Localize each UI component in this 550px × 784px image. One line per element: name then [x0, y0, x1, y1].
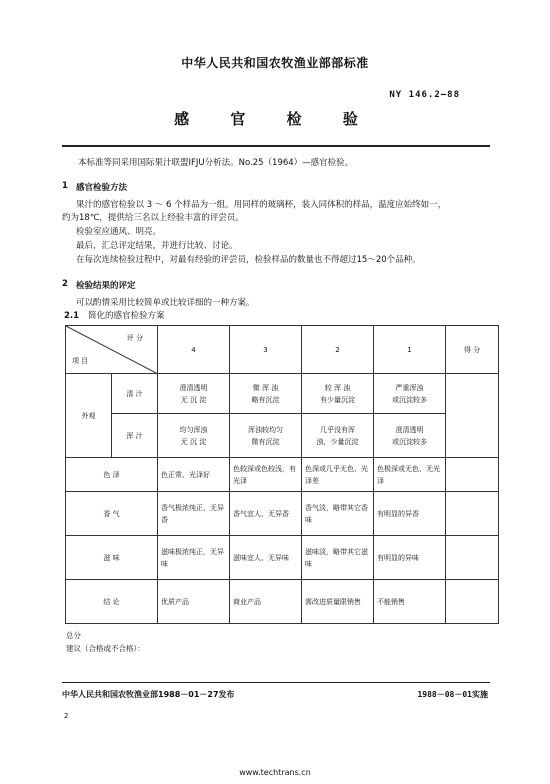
- aroma-score-cell: [446, 492, 499, 536]
- aroma-label: 香 气: [66, 492, 158, 536]
- aroma-score-3: 香气宜人，无异香: [230, 492, 302, 536]
- standard-code: NY 146.2—88: [389, 90, 460, 100]
- section-1-line-1: 果汁的感官检验以 3 ～ 6 个样品为一组。用同样的玻璃杯，装入同体积的样品，温度应始终如一，: [76, 200, 447, 210]
- score-1-header: 1: [374, 326, 446, 374]
- subsection-heading: 简化的感官检验方案: [88, 311, 165, 321]
- taste-score-1: 有明显的异味: [374, 536, 446, 580]
- effective-date: 1988－08－01实施: [417, 690, 488, 699]
- taste-score-2: 滋味淡，略带其它滋味: [302, 536, 374, 580]
- subsection-number: 2.1: [64, 311, 80, 321]
- standard-organization: 中华人民共和国农牧渔业部部标准: [181, 56, 369, 70]
- conclusion-score-2: 需改进质量限销售: [302, 580, 374, 624]
- cloudy-juice-label: 浑 汁: [112, 414, 158, 458]
- aroma-score-4: 香气极浓纯正、无异香: [158, 492, 230, 536]
- appearance-score-cell: [446, 374, 499, 458]
- score-2-header: 2: [302, 326, 374, 374]
- table-row-aroma: [66, 492, 499, 536]
- color-score-4: 色正常、光泽好: [158, 458, 230, 492]
- taste-score-cell: [446, 536, 499, 580]
- score-header-label: 评 分: [126, 334, 143, 342]
- section-2-text: 可以酌情采用比较简单或比较详细的一种方案。: [76, 298, 255, 308]
- table-row-conclusion: [66, 580, 499, 624]
- intro-text: 本标准等同采用国际果汁联盟IFJU分析法。No.25（1964）—感官检验。: [78, 158, 354, 168]
- section-2-number: 2: [62, 279, 68, 289]
- clear-juice-score-3: 微 浑 浊 略有沉淀: [230, 374, 302, 414]
- cloudy-juice-score-1: 澄清透明 或沉淀较多: [374, 414, 446, 458]
- section-2-heading: 检验结果的评定: [76, 281, 136, 291]
- score-4-header: 4: [158, 326, 230, 374]
- issue-date: 中华人民共和国农牧渔业部1988－01－27发布: [62, 690, 235, 699]
- clear-juice-label: 清 汁: [112, 374, 158, 414]
- section-1-line-5: 在每次连续检验过程中，对最有经验的评尝员，检验样品的数量也不得超过15～20个品种。: [76, 255, 421, 265]
- taste-score-4: 滋味极浓纯正，无异味: [158, 536, 230, 580]
- clear-juice-score-1: 严重浑浊 或沉淀较多: [374, 374, 446, 414]
- aroma-score-2: 香气淡，略带其它香味: [302, 492, 374, 536]
- conclusion-score-3: 商业产品: [230, 580, 302, 624]
- table-header-row: [66, 326, 499, 374]
- section-1-line-2: 约为18℃，提供给三名以上经验丰富的评尝员。: [62, 213, 244, 223]
- clear-juice-score-4: 澄清透明 无 沉 淀: [158, 374, 230, 414]
- cloudy-juice-score-3: 浑浊较均匀 微有沉淀: [230, 414, 302, 458]
- table-row-color: [66, 458, 499, 492]
- color-label: 色 泽: [66, 458, 158, 492]
- color-score-2: 色深或几乎无色、光泽差: [302, 458, 374, 492]
- total-score-label: 总分: [66, 631, 81, 640]
- color-score-3: 色较深或色较浅，有光泽: [230, 458, 302, 492]
- score-3-header: 3: [230, 326, 302, 374]
- cloudy-juice-score-2: 几乎没有浑 浊，少量沉淀: [302, 414, 374, 458]
- section-1-line-3: 检验室应通风、明亮。: [76, 227, 162, 237]
- clear-juice-score-2: 较 浑 浊 有少量沉淀: [302, 374, 374, 414]
- page-number: 2: [64, 712, 69, 720]
- item-header-label: 项 目: [72, 357, 89, 365]
- taste-label: 滋 味: [66, 536, 158, 580]
- sensory-evaluation-table: [65, 325, 499, 624]
- color-score-cell: [446, 458, 499, 492]
- total-score-header: 得 分: [446, 326, 499, 374]
- section-1-number: 1: [62, 181, 68, 191]
- taste-score-3: 滋味宜人、无异味: [230, 536, 302, 580]
- cloudy-juice-score-4: 均匀浑浊 无 沉 淀: [158, 414, 230, 458]
- section-1-line-4: 最后，汇总评定结果，并进行比较、讨论。: [76, 241, 238, 251]
- conclusion-score-cell: [446, 580, 499, 624]
- footer-rule: [62, 682, 490, 683]
- conclusion-label: 结 论: [66, 580, 158, 624]
- diagonal-header-cell: [66, 326, 158, 374]
- color-score-1: 色极深或无色、无光泽: [374, 458, 446, 492]
- header-rule: [62, 145, 490, 147]
- appearance-label: 外观: [66, 374, 112, 458]
- table-row-cloudy-juice: [66, 414, 499, 458]
- conclusion-score-1: 不能销售: [374, 580, 446, 624]
- document-title: 感 官 检 验: [174, 110, 376, 128]
- suggestion-label: 建议（合格或不合格）：: [66, 644, 145, 653]
- aroma-score-1: 有明显的异香: [374, 492, 446, 536]
- table-row-taste: [66, 536, 499, 580]
- table-row-clear-juice: [66, 374, 499, 414]
- section-1-heading: 感官检验方法: [76, 183, 128, 193]
- conclusion-score-4: 优质产品: [158, 580, 230, 624]
- watermark-url: www.techtrans.cn: [239, 768, 311, 777]
